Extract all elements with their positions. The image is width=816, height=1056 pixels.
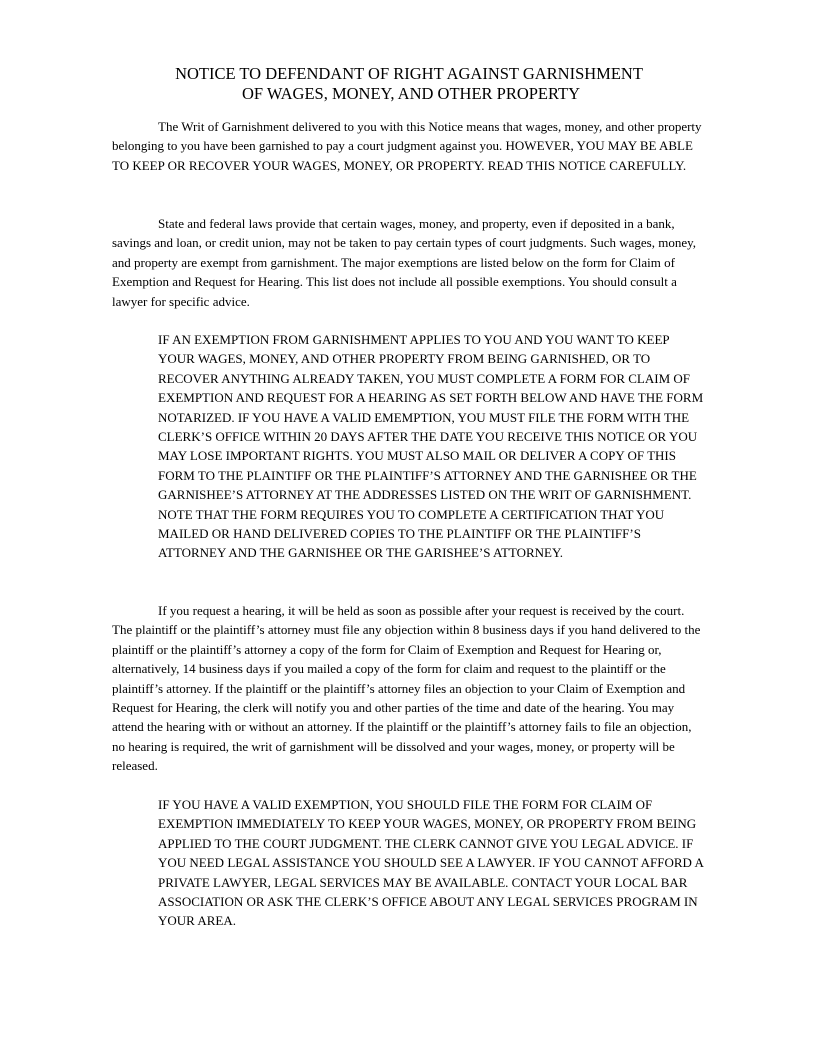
paragraph-exemptions	[112, 214, 706, 311]
paragraph-text: If you request a hearing, it will be held as soon as possible after your request is received by the court. The plaintiff or the plaintiff’s attorney must file any objection within 8 business days if you hand delivered to the plaintiff or the plaintiff’s attorney a copy of the form for Claim of Exemption and Request for Hearing or, alternatively, 14 business days if you mailed a copy of the form for claim and request to the plaintiff or the plaintiff’s attorney. If the plaintiff or the plaintiff’s attorney files an objection to your Claim of Exemption and Request for Hearing, the clerk will notify you and other parties of the time and date of the hearing. You may attend the hearing with or without an attorney. If the plaintiff or the plaintiff’s attorney fails to file an objection, no hearing is required, the writ of garnishment will be dissolved and your wages, money, or property will be released.	[112, 603, 701, 774]
page-title-line-2: OF WAGES, MONEY, AND OTHER PROPERTY	[241, 84, 581, 103]
notice-block-legal-advice: IF YOU HAVE A VALID EXEMPTION, YOU SHOULD FILE THE FORM FOR CLAIM OF EXEMPTION IMMEDIATELY TO KEEP YOUR WAGES, MONEY, OR PROPERTY FROM BEING APPLIED TO THE COURT JUDGMENT. THE CLERK CANNOT GIVE YOU LEGAL ADVICE. IF YOU NEED LEGAL ASSISTANCE YOU SHOULD SEE A LAWYER. IF YOU CANNOT AFFORD A PRIVATE LAWYER, LEGAL SERVICES MAY BE AVAILABLE. CONTACT YOUR LOCAL BAR ASSOCIATION OR ASK THE CLERK’S OFFICE ABOUT ANY LEGAL SERVICES PROGRAM IN YOUR AREA.	[158, 797, 704, 929]
paragraph-hearing	[112, 601, 706, 776]
paragraph-text: State and federal laws provide that certain wages, money, and property, even if deposited in a bank, savings and loan, or credit union, may not be taken to pay certain types of court judgments. Such wages, money, and property are exempt from garnishment. The major exemptions are listed below on the form for Claim of Exemption and Request for Hearing. This list does not include all possible exemptions. You should consult a lawyer for specific advice.	[112, 216, 697, 309]
paragraph-text: The Writ of Garnishment delivered to you with this Notice means that wages, money, and other property belonging to you have been garnished to pay a court judgment against you. HOWEVER, YOU MAY BE ABLE TO KEEP OR RECOVER YOUR WAGES, MONEY, OR PROPERTY. READ THIS NOTICE CAREFULLY.	[112, 119, 702, 173]
paragraph-writ-notice	[112, 117, 706, 175]
page-title-line-1: NOTICE TO DEFENDANT OF RIGHT AGAINST GARNISHMENT	[175, 64, 643, 83]
notice-block-file-claim: IF AN EXEMPTION FROM GARNISHMENT APPLIES TO YOU AND YOU WANT TO KEEP YOUR WAGES, MONEY, AND OTHER PROPERTY FROM BEING GARNISHED, OR TO RECOVER ANYTHING ALREADY TAKEN, YOU MUST COMPLETE A FORM FOR CLAIM OF EXEMPTION AND REQUEST FOR A HEARING AS SET FORTH BELOW AND HAVE THE FORM NOTARIZED. IF YOU HAVE A VALID EMEMPTION, YOU MUST FILE THE FORM WITH THE CLERK’S OFFICE WITHIN 20 DAYS AFTER THE DATE YOU RECEIVE THIS NOTICE OR YOU MAY LOSE IMPORTANT RIGHTS. YOU MUST ALSO MAIL OR DELIVER A COPY OF THIS FORM TO THE PLAINTIFF OR THE PLAINTIFF’S ATTORNEY AND THE GARNISHEE OR THE GARNISHEE’S ATTORNEY AT THE ADDRESSES LISTED ON THE WRIT OF GARNISHMENT. NOTE THAT THE FORM REQUIRES YOU TO COMPLETE A CERTIFICATION THAT YOU MAILED OR HAND DELIVERED COPIES TO THE PLAINTIFF OR THE PLAINTIFF’S ATTORNEY AND THE GARNISHEE OR THE GARISHEE’S ATTORNEY.	[158, 332, 704, 561]
